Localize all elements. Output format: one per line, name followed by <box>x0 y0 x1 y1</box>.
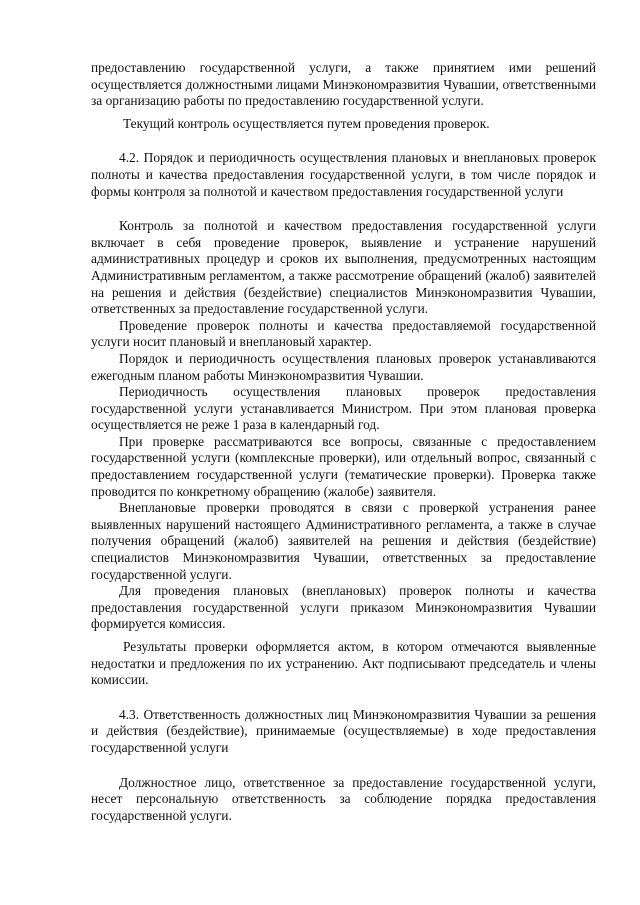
section-heading-4-2: 4.2. Порядок и периодичность осуществления плановых и внеплановых проверок полноты и качества предоставления государственной услуги, в том числе порядок и формы контроля за полнотой и качеством предоставления государственной услуги <box>91 150 596 199</box>
paragraph-inspection-order: Порядок и периодичность осуществления плановых проверок устанавливаются ежегодным планом работы Минэкономразвития Чувашии. <box>91 350 596 383</box>
document-page <box>91 60 596 824</box>
section-heading-4-3: 4.3. Ответственность должностных лиц Минэкономразвития Чувашии за решения и действия (бездействие), принимаемые (осуществляемые) в ходе предоставления государственной услуги <box>91 706 596 755</box>
paragraph-inspection-frequency: Периодичность осуществления плановых проверок предоставления государственной услуги устанавливается Министром. При этом плановая проверка осуществляется не реже 1 раза в календарный год. <box>91 384 596 433</box>
paragraph-inspection-types: Проведение проверок полноты и качества предоставляемой государственной услуги носит плановый и внеплановый характер. <box>91 317 596 350</box>
paragraph-commission: Для проведения плановых (внеплановых) проверок полноты и качества предоставления государственной услуги приказом Минэкономразвития Чувашии формируется комиссия. <box>91 583 596 632</box>
paragraph-unscheduled-inspections: Внеплановые проверки проводятся в связи с проверкой устранения ранее выявленных нарушений настоящего Административного регламента, а также в случае получения обращений (жалоб) заявителей на решения и действия (бездействие) специалистов Минэкономразвития Чувашии, ответственных за предоставление государственной услуги. <box>91 500 596 582</box>
paragraph-responsibility: Должностное лицо, ответственное за предоставление государственной услуги, несет персональную ответственность за соблюдение порядка предоставления государственной услуги. <box>91 774 596 823</box>
paragraph-continuation: предоставлению государственной услуги, а также принятием ими решений осуществляется должностными лицами Минэкономразвития Чувашии, ответственными за организацию работы по предоставлению государственной услуги. <box>91 60 596 109</box>
paragraph-current-control: Текущий контроль осуществляется путем проведения проверок. <box>123 115 490 131</box>
paragraph-inspection-questions: При проверке рассматриваются все вопросы, связанные с предоставлением государственной услуги (комплексные проверки), или отдельный вопрос, связанный с предоставлением государственной услуги (тематические проверки). Проверка также проводится по конкретному обращению (жалобе) заявителя. <box>91 433 596 499</box>
paragraph-results: Результаты проверки оформляется актом, в котором отмечаются выявленные недостатки и предложения по их устранению. Акт подписывают председатель и члены комиссии. <box>91 639 596 688</box>
paragraph-control-scope: Контроль за полнотой и качеством предоставления государственной услуги включает в себя проведение проверок, выявление и устранение нарушений административных процедур и сроков их выполнения, предусмотренных настоящим Административным регламентом, а также рассмотрение обращений (жалоб) заявителей на решения и действия (бездействие) специалистов Минэкономразвития Чувашии, ответственных за предоставление государственной услуги. <box>91 218 596 317</box>
